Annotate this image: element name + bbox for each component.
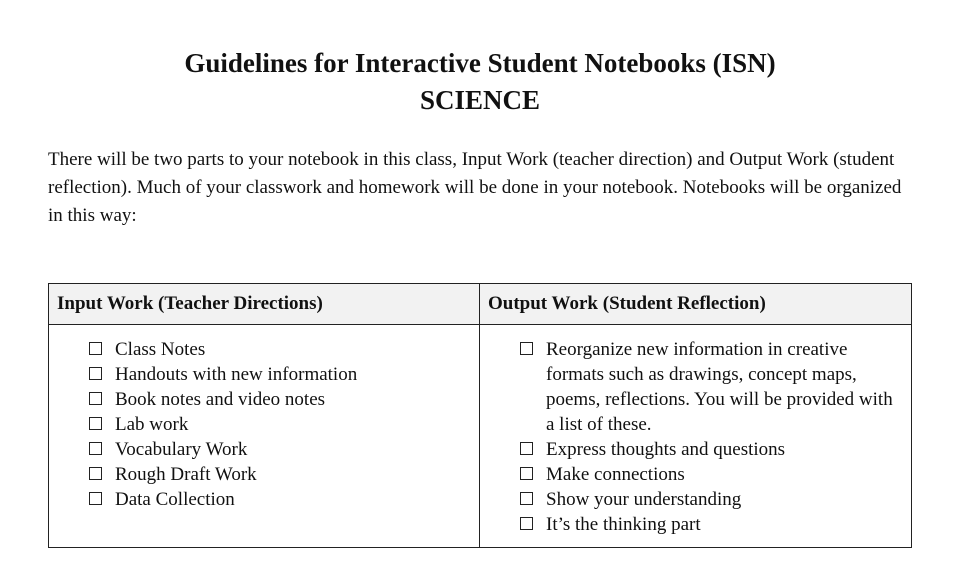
input-work-header: Input Work (Teacher Directions) bbox=[49, 284, 480, 325]
list-item-label: It’s the thinking part bbox=[546, 514, 701, 535]
list-item-label: Reorganize new information in creative formats such as drawings, concept maps, poems, reflections. You will be provided with a list of these. bbox=[546, 339, 893, 435]
checkbox-icon bbox=[89, 467, 102, 480]
list-item bbox=[520, 487, 903, 512]
checkbox-icon bbox=[89, 492, 102, 505]
list-item bbox=[520, 437, 903, 462]
list-item bbox=[89, 487, 471, 512]
list-item bbox=[520, 512, 903, 537]
document-subtitle: SCIENCE bbox=[419, 85, 541, 115]
list-item-label: Handouts with new information bbox=[115, 364, 358, 385]
checkbox-icon bbox=[520, 342, 533, 355]
checkbox-icon bbox=[89, 367, 102, 380]
list-item-label: Vocabulary Work bbox=[115, 439, 248, 460]
list-item bbox=[89, 437, 471, 462]
checkbox-icon bbox=[520, 442, 533, 455]
checkbox-icon bbox=[520, 492, 533, 505]
table-header-row bbox=[49, 284, 912, 325]
checkbox-icon bbox=[89, 342, 102, 355]
checkbox-icon bbox=[89, 417, 102, 430]
list-item bbox=[89, 362, 471, 387]
table-body-row bbox=[49, 325, 912, 548]
checkbox-icon bbox=[520, 467, 533, 480]
document-title: Guidelines for Interactive Student Notebooks (ISN) bbox=[184, 48, 776, 78]
list-item-label: Express thoughts and questions bbox=[546, 439, 786, 460]
list-item-label: Data Collection bbox=[115, 489, 235, 510]
checkbox-icon bbox=[89, 392, 102, 405]
isn-table bbox=[48, 283, 912, 548]
input-work-list bbox=[57, 337, 471, 512]
list-item-label: Show your understanding bbox=[546, 489, 742, 510]
list-item-label: Lab work bbox=[115, 414, 189, 435]
list-item bbox=[520, 462, 903, 487]
checkbox-icon bbox=[89, 442, 102, 455]
intro-paragraph: There will be two parts to your notebook in this class, Input Work (teacher direction) and Output Work (student reflection). Much of your classwork and homework will be done in your notebook. Notebooks will be organized in this way: bbox=[48, 149, 902, 226]
list-item bbox=[520, 337, 903, 437]
input-work-cell bbox=[49, 325, 480, 548]
output-work-header: Output Work (Student Reflection) bbox=[480, 284, 912, 325]
list-item bbox=[89, 337, 471, 362]
list-item-label: Rough Draft Work bbox=[115, 464, 257, 485]
output-work-cell bbox=[480, 325, 912, 548]
list-item-label: Class Notes bbox=[115, 339, 206, 360]
output-work-list bbox=[488, 337, 903, 537]
list-item bbox=[89, 462, 471, 487]
list-item bbox=[89, 412, 471, 437]
list-item bbox=[89, 387, 471, 412]
checkbox-icon bbox=[520, 517, 533, 530]
list-item-label: Book notes and video notes bbox=[115, 389, 326, 410]
list-item-label: Make connections bbox=[546, 464, 685, 485]
